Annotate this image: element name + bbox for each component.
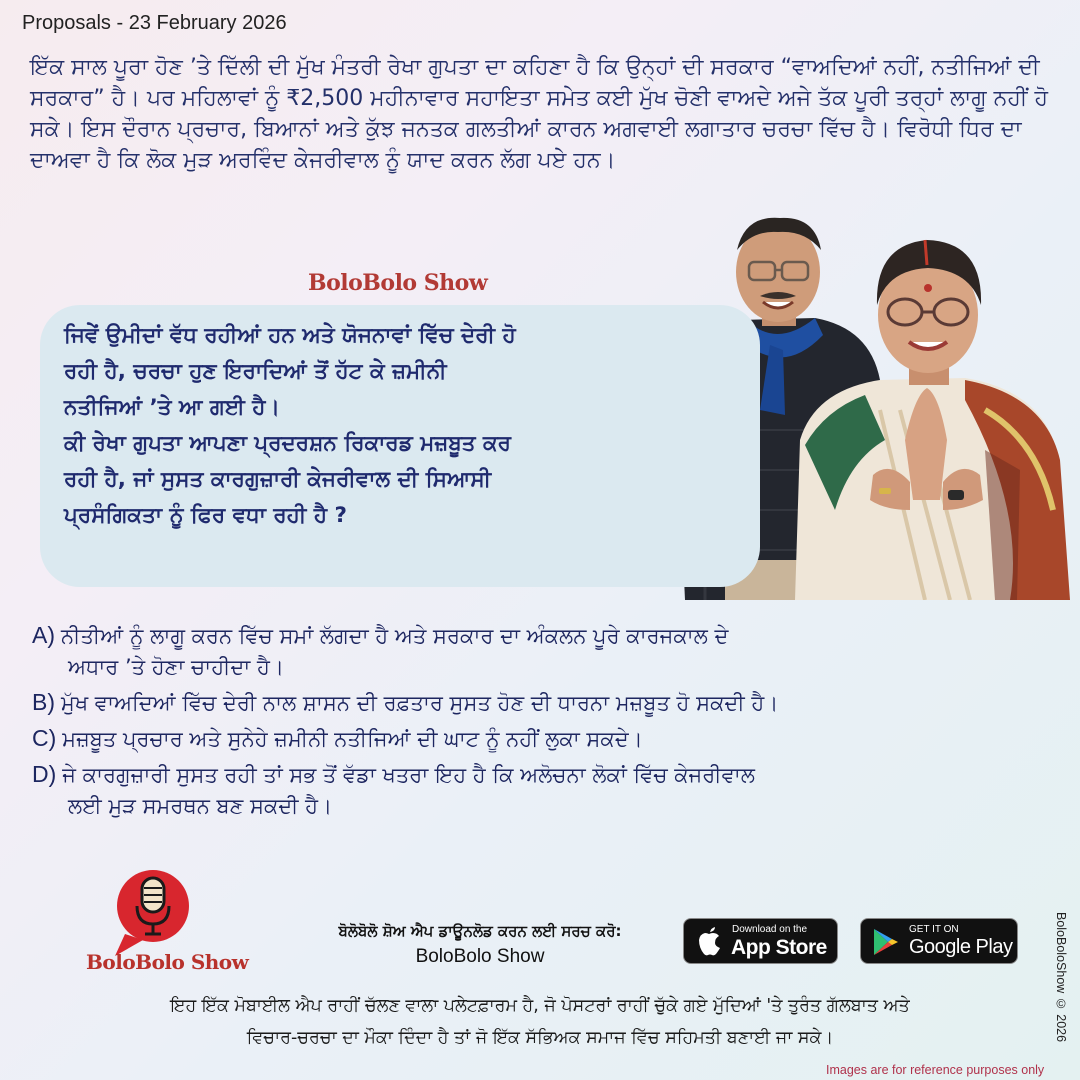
app-store-small-label: Download on the: [732, 924, 808, 935]
option-b[interactable]: [32, 687, 1042, 719]
question-text: [64, 318, 704, 534]
option-letter: D): [32, 761, 57, 787]
intro-paragraph: ਇੱਕ ਸਾਲ ਪੂਰਾ ਹੋਣ ’ਤੇ ਦਿੱਲੀ ਦੀ ਮੁੱਖ ਮੰਤਰੀ ਰੇਖਾ ਗੁਪਤਾ ਦਾ ਕਹਿਣਾ ਹੈ ਕਿ ਉਨ੍ਹਾਂ ਦੀ ਸਰਕਾਰ “ਵਾਅਦਿਆਂ ਨਹੀਂ, ਨਤੀਜਿਆਂ ਦੀ ਸਰਕਾਰ” ਹੈ। ਪਰ ਮਹਿਲਾਵਾਂ ਨੂੰ ₹2,500 ਮਹੀਨਾਵਾਰ ਸਹਾਇਤਾ ਸਮੇਤ ਕਈ ਮੁੱਖ ਚੋਣੀ ਵਾਅਦੇ ਅਜੇ ਤੱਕ ਪੂਰੀ ਤਰ੍ਹਾਂ ਲਾਗੂ ਨਹੀਂ ਹੋ ਸਕੇ। ਇਸ ਦੌਰਾਨ ਪ੍ਰਚਾਰ, ਬਿਆਨਾਂ ਅਤੇ ਕੁੱਝ ਜਨਤਕ ਗਲਤੀਆਂ ਕਾਰਨ ਅਗਵਾਈ ਲਗਾਤਾਰ ਚਰਚਾ ਵਿੱਚ ਹੈ। ਵਿਰੋਧੀ ਧਿਰ ਦਾ ਦਾਅਵਾ ਹੈ ਕਿ ਲੋਕ ਮੁੜ ਅਰਵਿੰਦ ਕੇਜਰੀਵਾਲ ਨੂੰ ਯਾਦ ਕਰਨ ਲੱਗ ਪਏ ਹਨ।: [30, 55, 1048, 173]
option-d[interactable]: [32, 759, 1042, 822]
question-line: ਰਹੀ ਹੈ, ਜਾਂ ਸੁਸਤ ਕਾਰਗੁਜ਼ਾਰੀ ਕੇਜਰੀਵਾਲ ਦੀ ਸਿਆਸੀ: [64, 467, 492, 492]
footer-note-line: ਇਹ ਇੱਕ ਮੋਬਾਈਲ ਐਪ ਰਾਹੀਂ ਚੱਲਣ ਵਾਲਾ ਪਲੇਟਫ਼ਾਰਮ ਹੈ, ਜੋ ਪੋਸਟਰਾਂ ਰਾਹੀਂ ਚੁੱਕੇ ਗਏ ਮੁੱਦਿਆਂ 'ਤੇ ਤੁਰੰਤ ਗੱਲਬਾਤ ਅਤੇ: [170, 996, 910, 1016]
option-text: ਮੁੱਖ ਵਾਅਦਿਆਂ ਵਿੱਚ ਦੇਰੀ ਨਾਲ ਸ਼ਾਸਨ ਦੀ ਰਫ਼ਤਾਰ ਸੁਸਤ ਹੋਣ ਦੀ ਧਾਰਨਾ ਮਜ਼ਬੂਤ ਹੋ ਸਕਦੀ ਹੈ।: [61, 691, 779, 715]
option-letter: B): [32, 689, 55, 715]
woman-figure: [795, 240, 1070, 600]
app-promo: [300, 922, 660, 968]
option-letter: C): [32, 725, 57, 751]
logo-text: BoloBolo Show: [86, 950, 249, 974]
option-c[interactable]: [32, 723, 1042, 755]
option-text: ਨੀਤੀਆਂ ਨੂੰ ਲਾਗੂ ਕਰਨ ਵਿੱਚ ਸਮਾਂ ਲੱਗਦਾ ਹੈ ਅਤੇ ਸਰਕਾਰ ਦਾ ਅੰਕਲਨ ਪੂਰੇ ਕਾਰਜਕਾਲ ਦੇ: [61, 624, 729, 648]
image-disclaimer: Images are for reference purposes only: [826, 1063, 1045, 1077]
copyright-text: BoloBoloShow © 2026: [1054, 912, 1068, 1043]
footer-note: [40, 990, 1040, 1054]
option-text: ਮਜ਼ਬੂਤ ਪ੍ਰਚਾਰ ਅਤੇ ਸੁਨੇਹੇ ਜ਼ਮੀਨੀ ਨਤੀਜਿਆਂ ਦੀ ਘਾਟ ਨੂੰ ਨਹੀਂ ਲੁਕਾ ਸਕਦੇ।: [62, 727, 643, 751]
google-play-label: Google Play: [909, 936, 1013, 958]
option-text-cont: ਅਧਾਰ ’ਤੇ ਹੋਣਾ ਚਾਹੀਦਾ ਹੈ।: [68, 655, 285, 679]
app-store-button[interactable]: [683, 918, 838, 964]
apple-icon: [696, 927, 724, 957]
option-text-cont: ਲਈ ਮੁੜ ਸਮਰਥਨ ਬਣ ਸਕਦੀ ਹੈ।: [68, 794, 333, 818]
brand-watermark: BoloBolo Show: [308, 270, 488, 296]
google-play-small-label: GET IT ON: [909, 924, 959, 935]
option-text: ਜੇ ਕਾਰਗੁਜ਼ਾਰੀ ਸੁਸਤ ਰਹੀ ਤਾਂ ਸਭ ਤੋਂ ਵੱਡਾ ਖਤਰਾ ਇਹ ਹੈ ਕਿ ਅਲੋਚਨਾ ਲੋਕਾਂ ਵਿੱਚ ਕੇਜਰੀਵਾਲ: [62, 763, 755, 787]
question-line: ਰਹੀ ਹੈ, ਚਰਚਾ ਹੁਣ ਇਰਾਦਿਆਂ ਤੋਂ ਹੱਟ ਕੇ ਜ਼ਮੀਨੀ: [64, 359, 447, 384]
question-line: ਪ੍ਰਸੰਗਿਕਤਾ ਨੂੰ ਫਿਰ ਵਧਾ ਰਹੀ ਹੈ ?: [64, 503, 347, 528]
option-letter: A): [32, 622, 55, 648]
footer-note-line: ਵਿਚਾਰ-ਚਰਚਾ ਦਾ ਮੌਕਾ ਦਿੰਦਾ ਹੈ ਤਾਂ ਜੋ ਇੱਕ ਸੱਭਿਅਕ ਸਮਾਜ ਵਿੱਚ ਸਹਿਮਤੀ ਬਣਾਈ ਜਾ ਸਕੇ।: [246, 1028, 834, 1048]
question-line: ਜਿਵੇਂ ਉਮੀਦਾਂ ਵੱਧ ਰਹੀਆਂ ਹਨ ਅਤੇ ਯੋਜਨਾਵਾਂ ਵਿੱਚ ਦੇਰੀ ਹੋ: [64, 323, 516, 348]
promo-app-name: BoloBolo Show: [415, 946, 545, 967]
question-line: ਕੀ ਰੇਖਾ ਗੁਪਤਾ ਆਪਣਾ ਪ੍ਰਦਰਸ਼ਨ ਰਿਕਾਰਡ ਮਜ਼ਬੂਤ ਕਰ: [64, 431, 512, 456]
question-line: ਨਤੀਜਿਆਂ ’ਤੇ ਆ ਗਈ ਹੈ।: [64, 395, 280, 420]
option-a[interactable]: [32, 620, 1042, 683]
google-play-button[interactable]: [860, 918, 1018, 964]
header-date: Proposals - 23 February 2026: [22, 12, 287, 34]
promo-line: ਬੋਲੋਬੋਲੋ ਸ਼ੋਅ ਐਪ ਡਾਊਨਲੋਡ ਕਰਨ ਲਈ ਸਰਚ ਕਰੋ:: [338, 922, 622, 940]
google-play-icon: [872, 927, 900, 957]
app-store-label: App Store: [731, 936, 827, 959]
answer-options: [32, 620, 1042, 826]
